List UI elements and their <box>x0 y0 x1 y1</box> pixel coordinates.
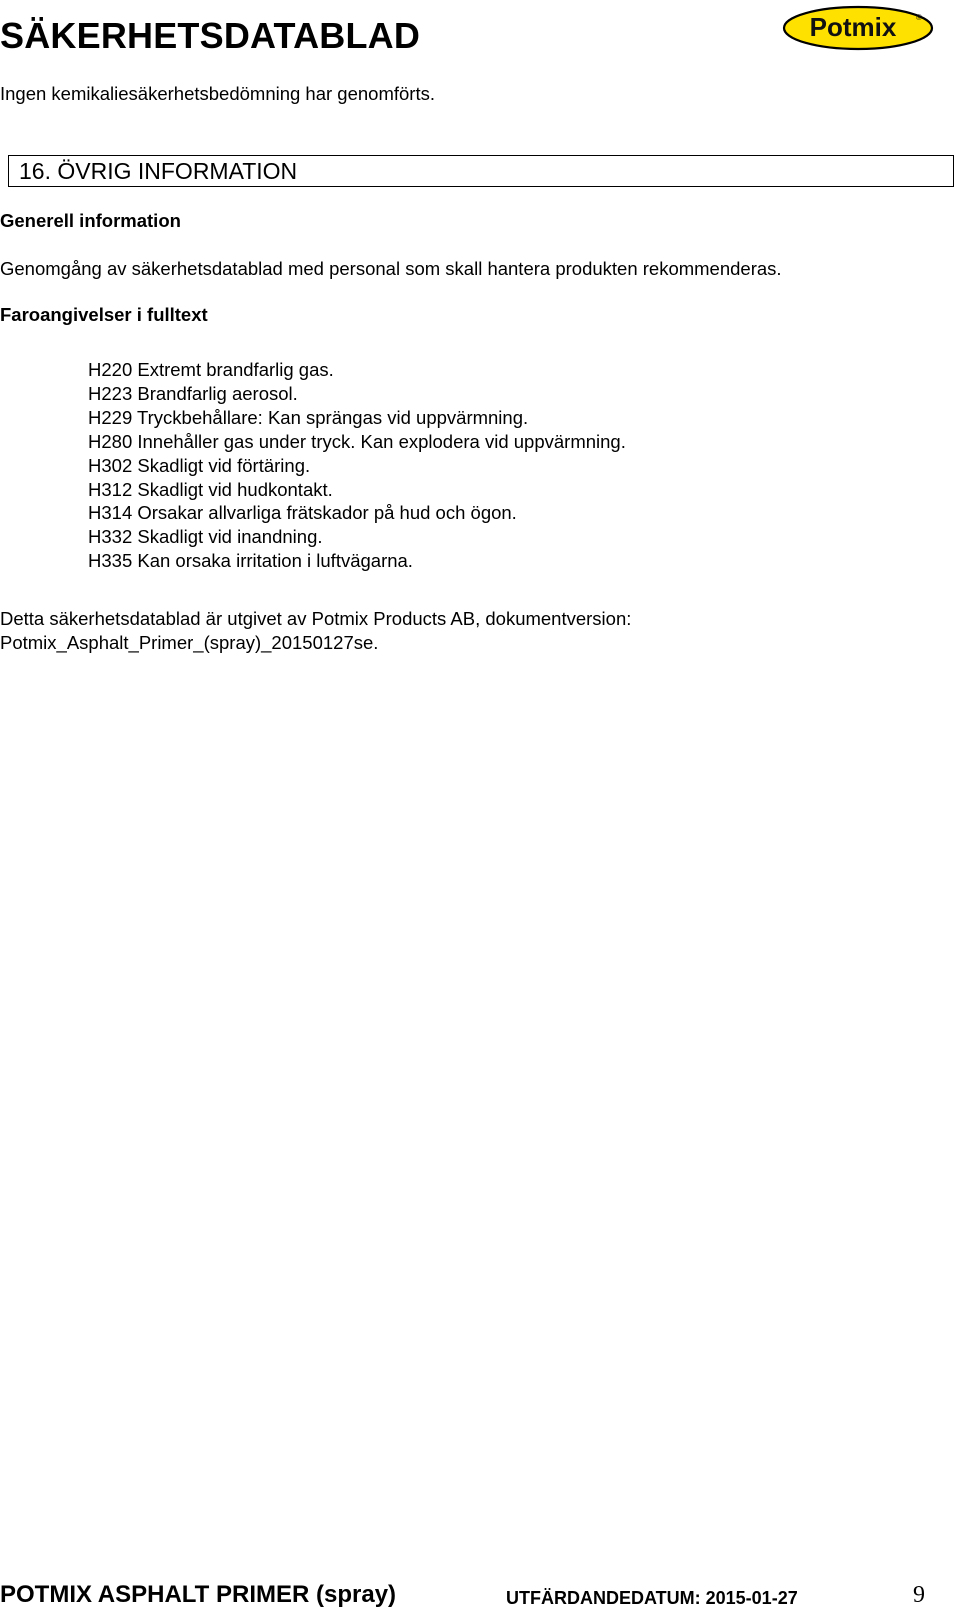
hazard-statement: H280 Innehåller gas under tryck. Kan explodera vid uppvärmning. <box>88 430 626 452</box>
hazard-statement: H335 Kan orsaka irritation i luftvägarna. <box>88 550 413 572</box>
section-title: 16. ÖVRIG INFORMATION <box>19 158 298 184</box>
hazard-statement: H220 Extremt brandfarlig gas. <box>88 359 334 380</box>
general-heading: Generell information <box>0 210 181 231</box>
footer-product-name: POTMIX ASPHALT PRIMER (spray) <box>0 1581 397 1608</box>
hazard-statement: H314 Orsakar allvarliga frätskador på hud och ögon. <box>88 502 517 524</box>
general-text: Genomgång av säkerhetsdatablad med personal som skall hantera produkten rekommenderas. <box>0 258 782 279</box>
hazard-statement-list <box>88 358 626 573</box>
logo-registered-mark: ® <box>916 13 922 22</box>
footer-issue-date: UTFÄRDANDEDATUM: 2015-01-27 <box>506 1588 798 1608</box>
section-header <box>8 155 954 187</box>
potmix-logo <box>781 4 936 52</box>
issued-by-line-1: Detta säkerhetsdatablad är utgivet av Potmix Products AB, dokumentversion: <box>0 608 632 629</box>
hazard-statement: H229 Tryckbehållare: Kan sprängas vid uppvärmning. <box>88 406 529 428</box>
hazard-statement: H332 Skadligt vid inandning. <box>88 526 323 548</box>
page-number: 9 <box>913 1582 925 1608</box>
hazard-statement: H312 Skadligt vid hudkontakt. <box>88 478 333 500</box>
logo-text: Potmix <box>809 12 897 42</box>
hazards-heading: Faroangivelser i fulltext <box>0 304 208 325</box>
intro-text: Ingen kemikaliesäkerhetsbedömning har genomförts. <box>0 83 435 104</box>
issued-by-line-2: Potmix_Asphalt_Primer_(spray)_20150127se. <box>0 632 379 653</box>
document-title: SÄKERHETSDATABLAD <box>0 15 421 56</box>
hazard-statement: H223 Brandfarlig aerosol. <box>88 382 298 404</box>
hazard-statement: H302 Skadligt vid förtäring. <box>88 454 311 476</box>
